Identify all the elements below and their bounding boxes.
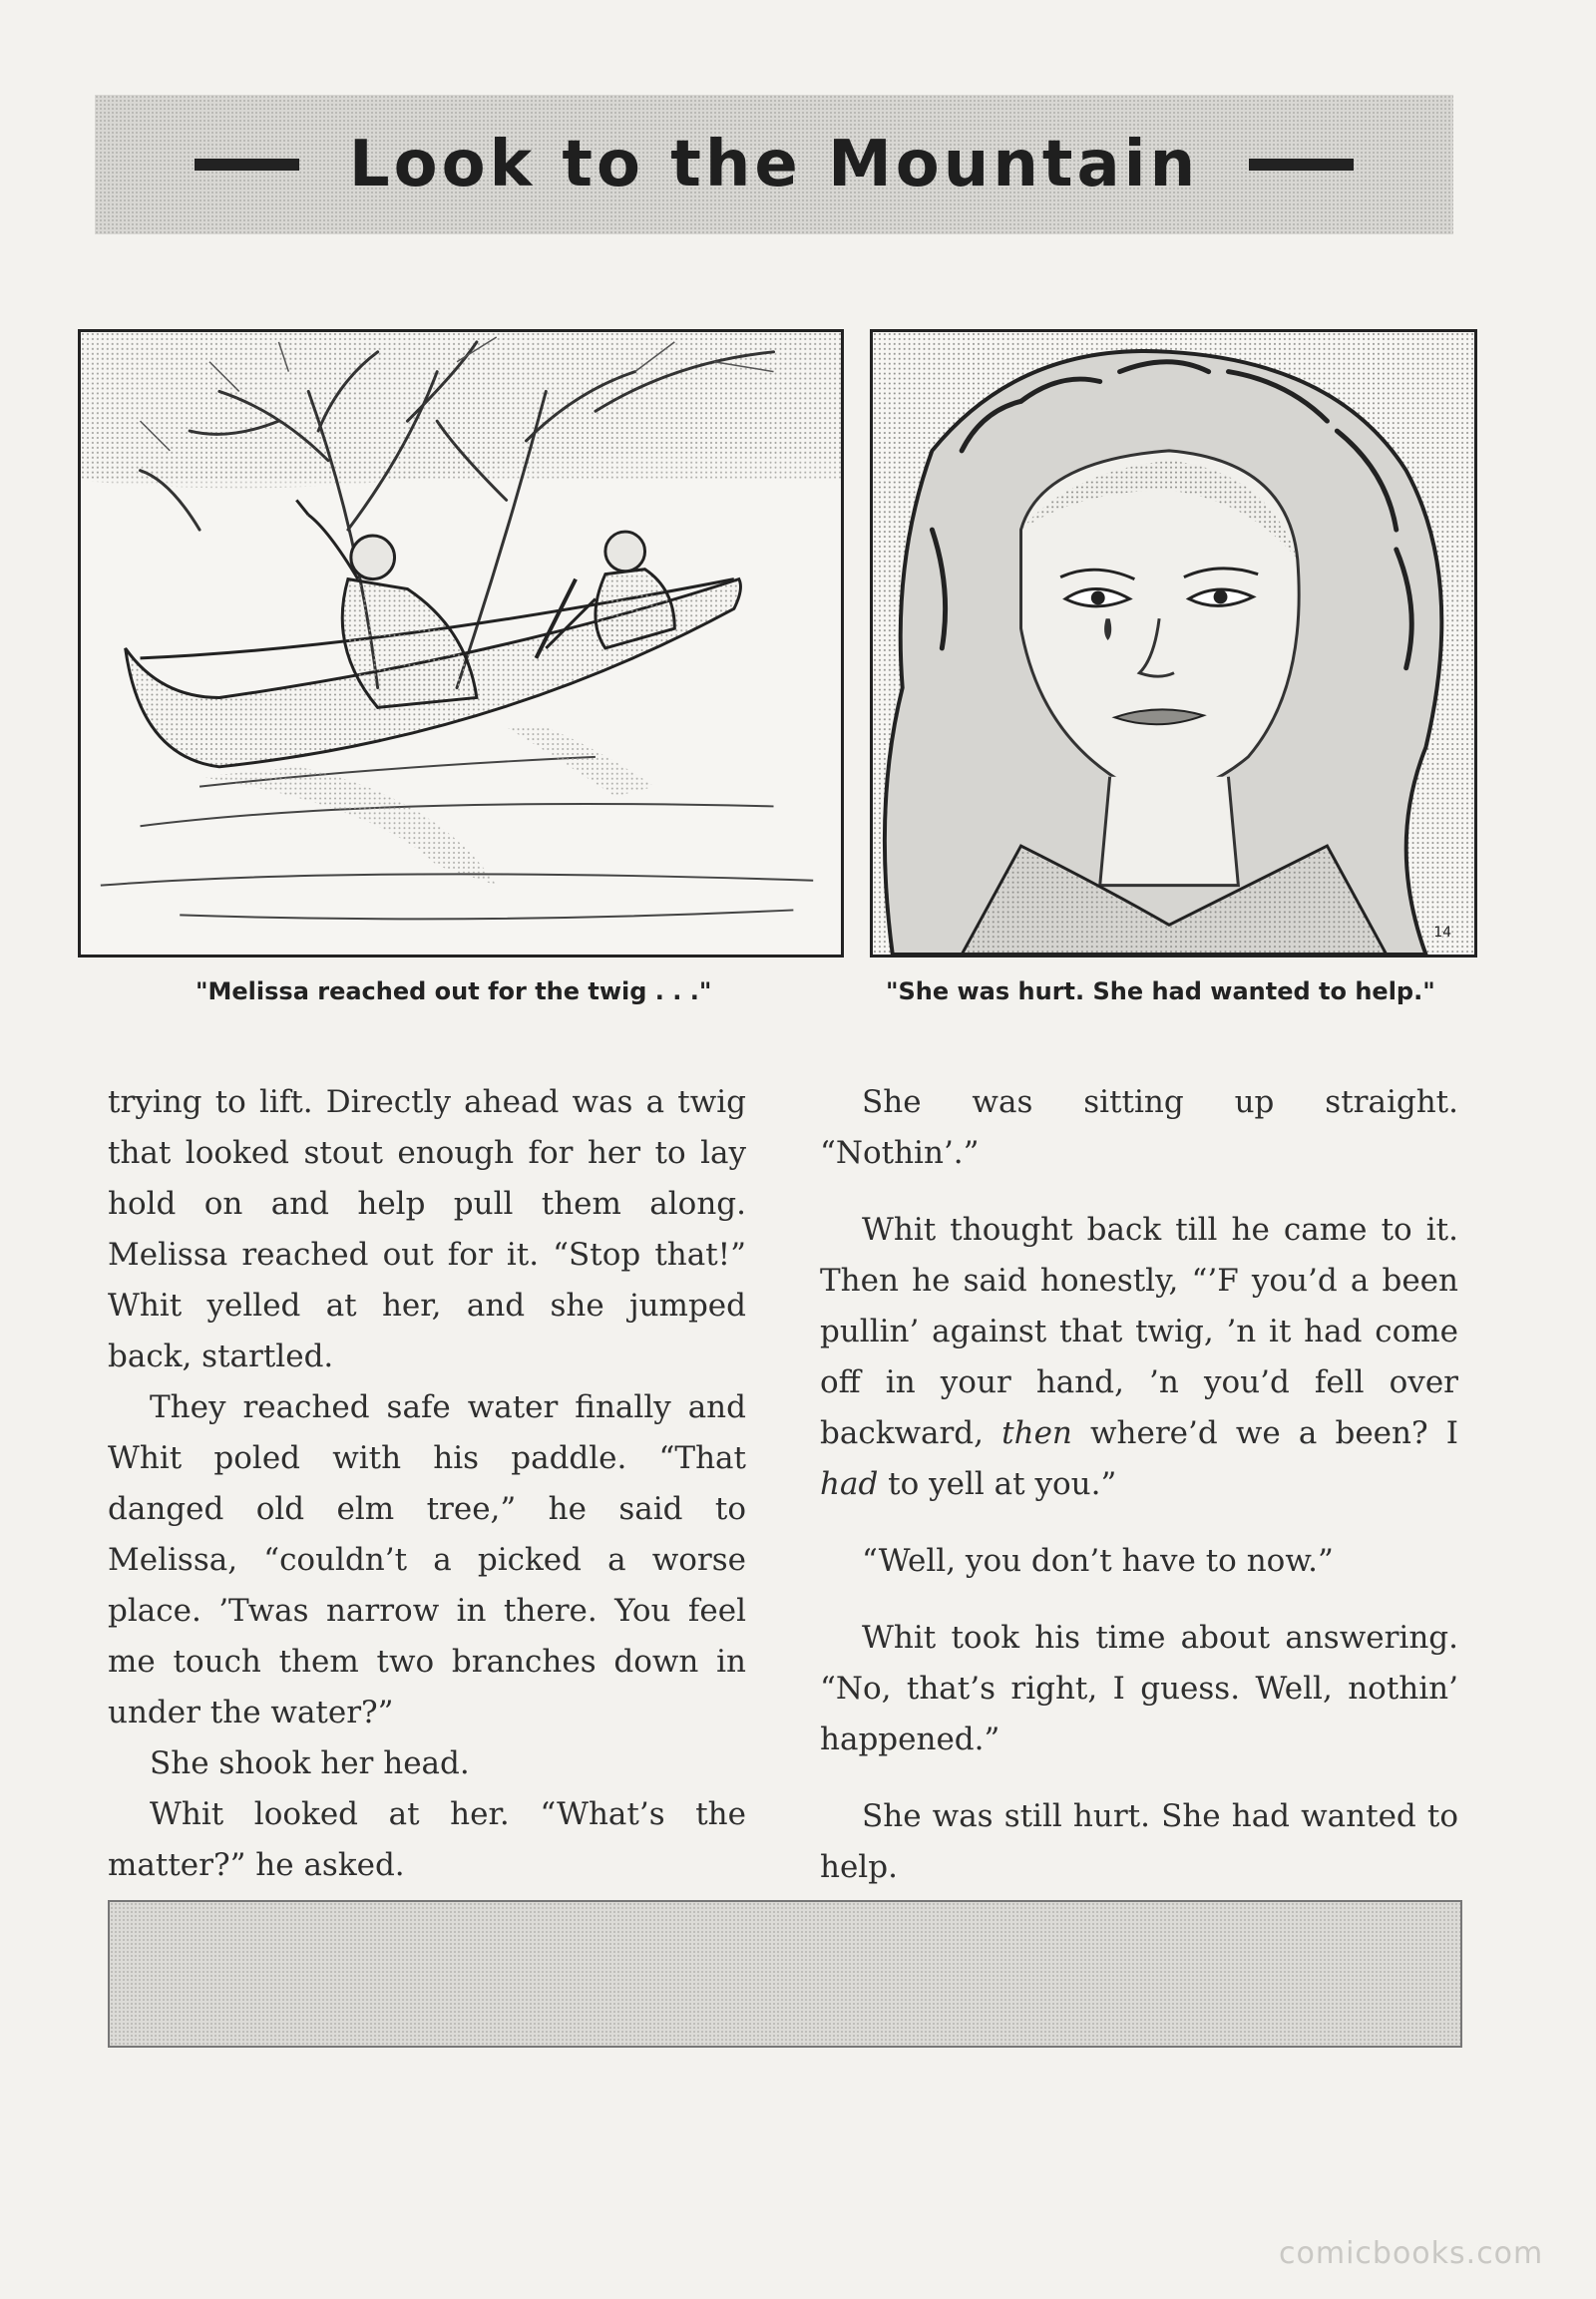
text-run: where’d we a been? I: [1071, 1415, 1458, 1451]
story-paragraph: trying to lift. Directly ahead was a twig that looked stout enough for her to lay hold on and help pull them along. Melissa reached out for it. “Stop that!” Whit yelled at her, and she jumped back, startled.: [108, 1084, 746, 1374]
story-paragraph: They reached safe water finally and Whit poled with his paddle. “That danged old elm tree,” he said to Melissa, “couldn’t a picked a worse place. ’Twas narrow in there. You feel me touch them two branches down in under the water?”: [108, 1389, 746, 1730]
banner-dash-right: [1249, 159, 1354, 171]
caption-left: "Melissa reached out for the twig . . .": [196, 977, 712, 1005]
banner-dash-left: [195, 159, 299, 171]
title-banner: [95, 95, 1453, 234]
story-paragraph: [820, 1205, 1458, 1510]
story-paragraph: She shook her head.: [150, 1745, 470, 1781]
story-paragraph: Whit looked at her. “What’s the matter?” he asked.: [108, 1796, 746, 1883]
text-run: Whit thought back till he came to it. Then he said honestly, “’F you’d a been pullin’ against that twig, ’n it had come off in your hand, ’n you’d fell over backward,: [820, 1212, 1458, 1451]
story-paragraph: She was still hurt. She had wanted to help.: [820, 1798, 1458, 1885]
emphasis-then: then: [1001, 1415, 1072, 1451]
portrait-drawing: [873, 332, 1474, 955]
bottom-halftone-box: [108, 1900, 1462, 2048]
page-mark: 14: [1433, 925, 1452, 942]
illustration-portrait: [870, 329, 1477, 958]
canoe-scene-drawing: [81, 332, 841, 955]
story-paragraph: Whit took his time about answering. “No, that’s right, I guess. Well, nothin’ happened.”: [820, 1620, 1458, 1757]
text-run: to yell at you.”: [878, 1466, 1117, 1502]
story-paragraph: She was sitting up straight. “Nothin’.”: [820, 1084, 1458, 1171]
emphasis-had: had: [820, 1466, 879, 1502]
story-column-right: [820, 1077, 1458, 1919]
caption-right: "She was hurt. She had wanted to help.": [886, 977, 1435, 1005]
page-title: Look to the Mountain: [348, 128, 1200, 201]
watermark: comicbooks.com: [1279, 2236, 1544, 2271]
story-paragraph: “Well, you don’t have to now.”: [862, 1543, 1334, 1579]
illustration-canoe: [78, 329, 844, 958]
story-column-left: [108, 1077, 746, 1891]
